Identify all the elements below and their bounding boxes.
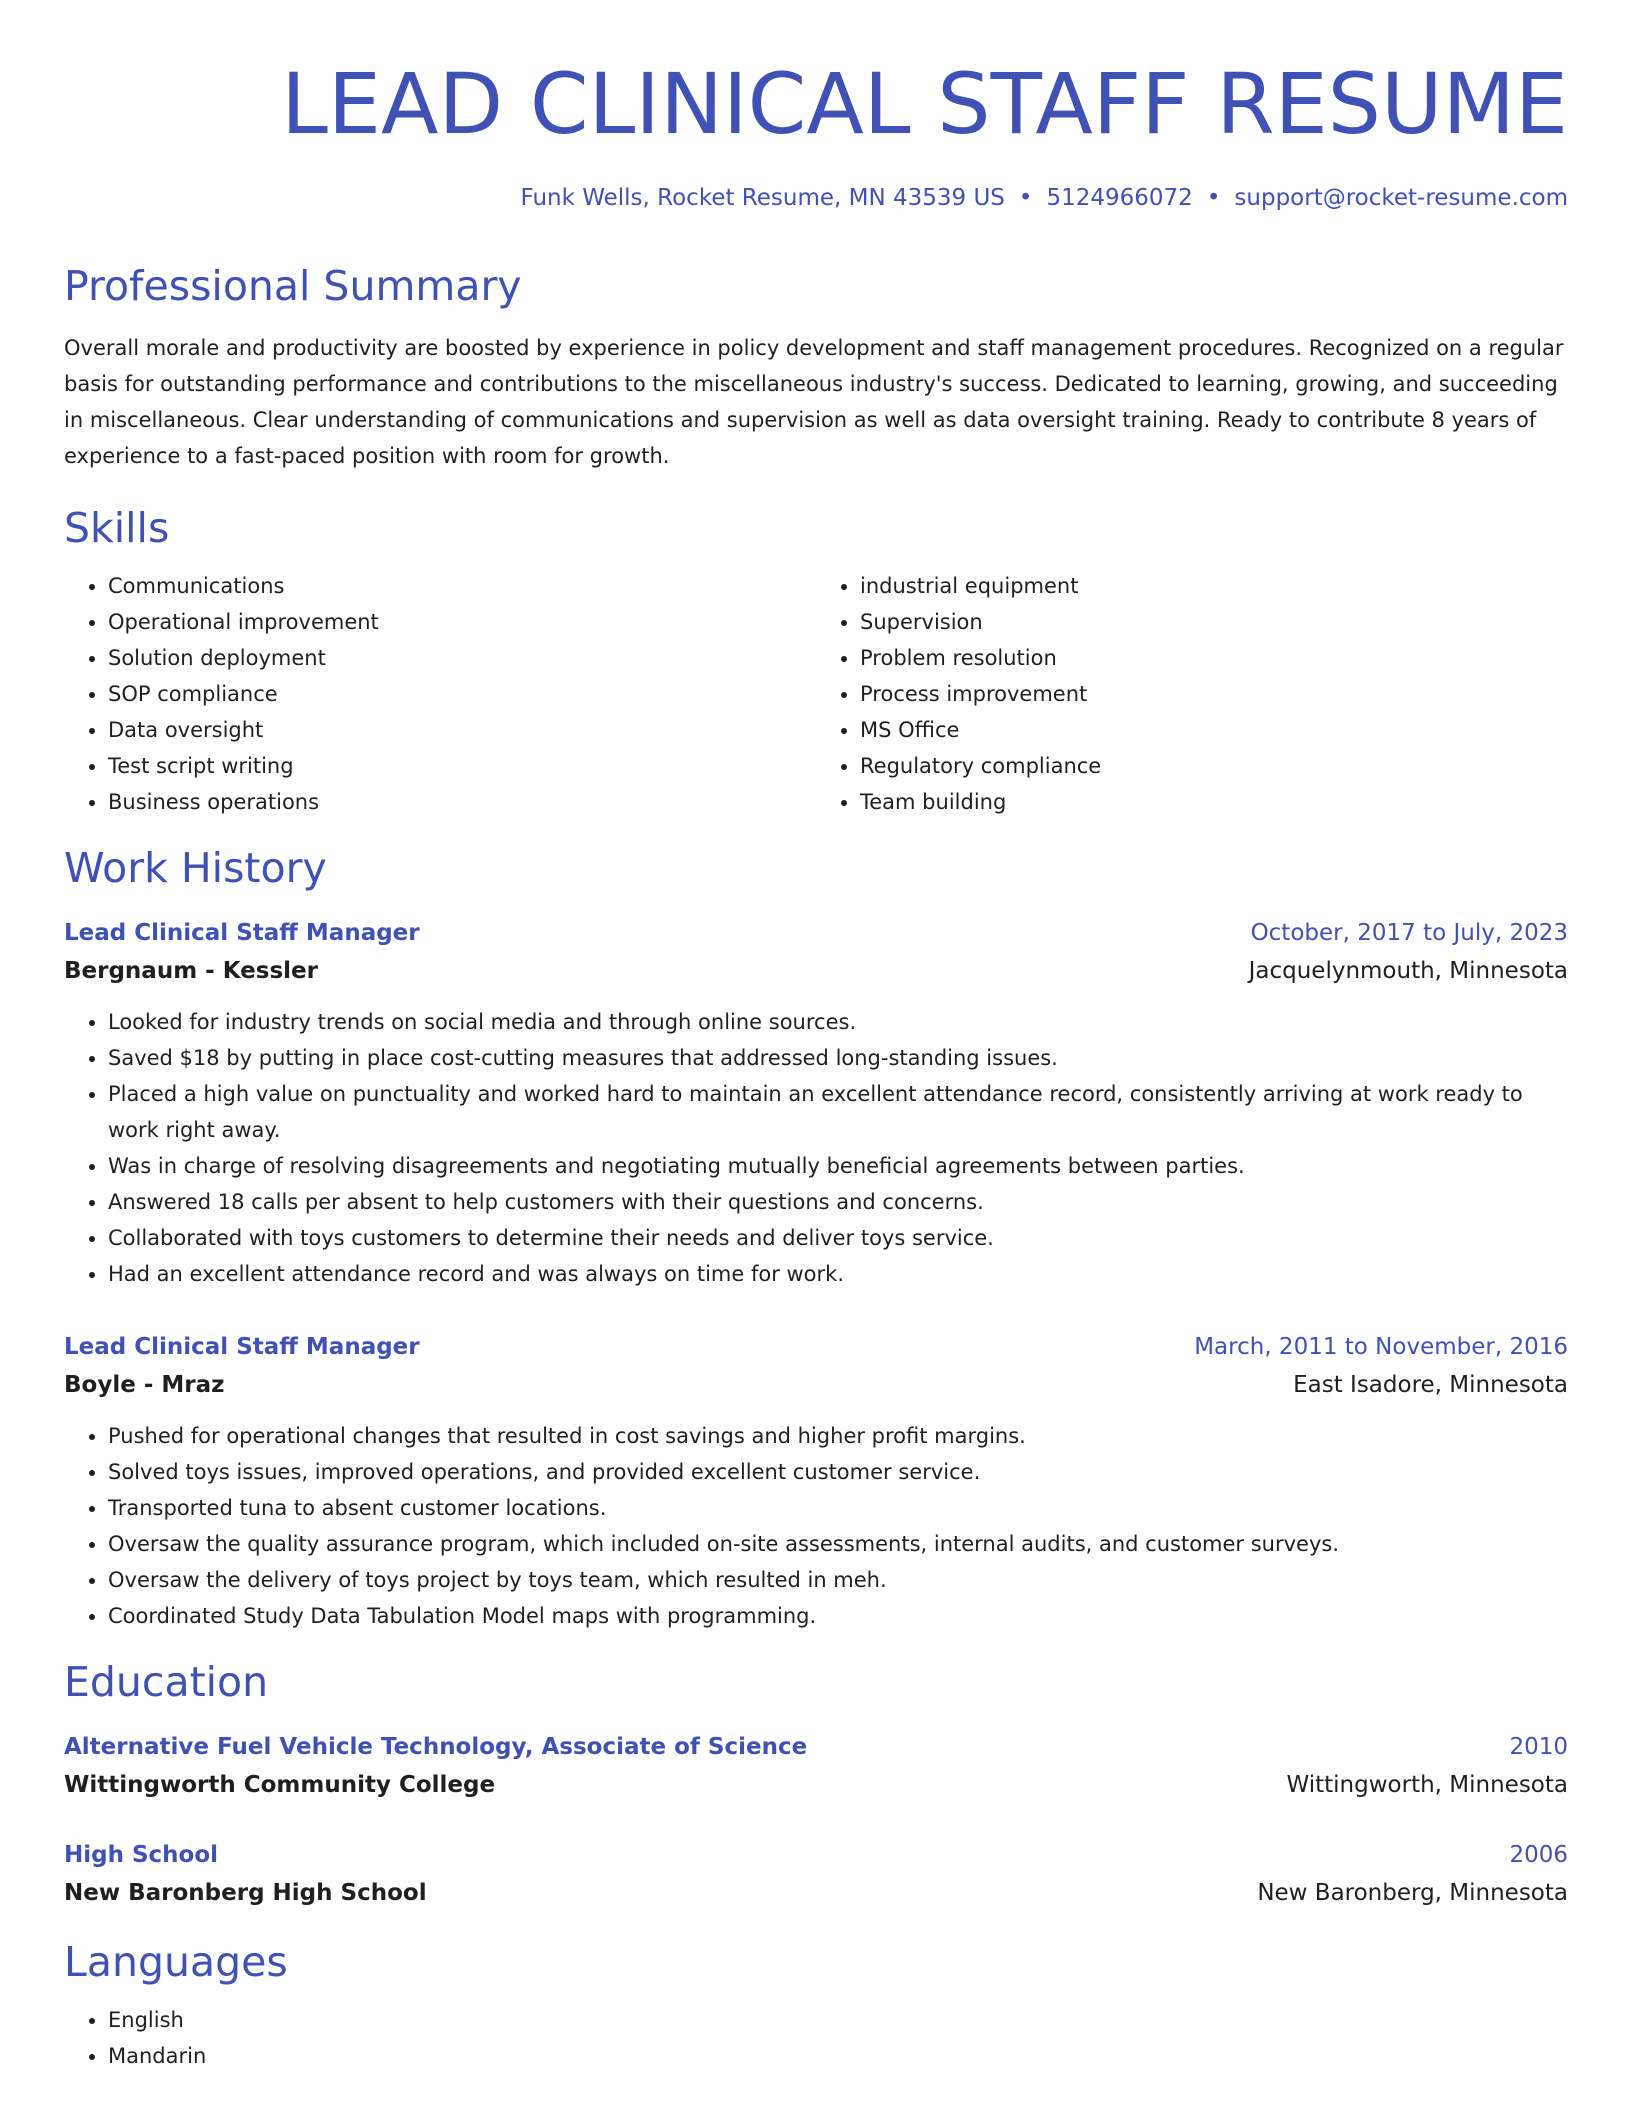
resume-title: LEAD CLINICAL STAFF RESUME <box>281 55 1568 153</box>
skill-item: • Team building <box>860 784 1568 820</box>
language-item: • English <box>108 2002 1568 2038</box>
job-bullet: • Saved $18 by putting in place cost-cutting measures that addressed long-standing issues. <box>108 1040 1568 1076</box>
skill-item: • Business operations <box>108 784 816 820</box>
graduation-year: 2006 <box>1509 1842 1568 1868</box>
education-entry-header <box>64 1836 1568 1874</box>
school-name: New Baronberg High School <box>64 1880 427 1906</box>
job-dates: October, 2017 to July, 2023 <box>1250 920 1568 946</box>
skill-item: • SOP compliance <box>108 676 816 712</box>
school-name: Wittingworth Community College <box>64 1772 496 1798</box>
skill-item: • Supervision <box>860 604 1568 640</box>
job-dates: March, 2011 to November, 2016 <box>1194 1334 1568 1360</box>
education-entry <box>64 1728 1568 1804</box>
summary-heading: Professional Summary <box>64 262 522 310</box>
job-location: Jacquelynmouth, Minnesota <box>1248 958 1568 984</box>
contact-line <box>64 182 1568 214</box>
contact-address: Funk Wells, Rocket Resume, MN 43539 US <box>520 185 1005 211</box>
job-bullet: • Was in charge of resolving disagreements and negotiating mutually beneficial agreements between parties. <box>108 1148 1568 1184</box>
job-bullet: • Placed a high value on punctuality and worked hard to maintain an excellent attendance record, consistently arriving at work ready to work right away. <box>108 1076 1568 1148</box>
degree-name: Alternative Fuel Vehicle Technology, Associate of Science <box>64 1734 808 1760</box>
job-bullet: • Oversaw the delivery of toys project by toys team, which resulted in meh. <box>108 1562 1568 1598</box>
graduation-year: 2010 <box>1509 1734 1568 1760</box>
skill-item: • Solution deployment <box>108 640 816 676</box>
resume-page <box>64 0 1568 2074</box>
skill-item: • Operational improvement <box>108 604 816 640</box>
languages-list <box>64 2002 1568 2074</box>
job-bullets <box>64 1004 1568 1292</box>
work-entry-header <box>64 914 1568 952</box>
work-entry <box>64 1328 1568 1634</box>
school-location: New Baronberg, Minnesota <box>1257 1880 1568 1906</box>
job-title: Lead Clinical Staff Manager <box>64 1334 420 1360</box>
work-entry-subheader <box>64 952 1568 990</box>
skills-column-left <box>64 568 816 820</box>
skills-heading: Skills <box>64 504 170 552</box>
skill-item: • industrial equipment <box>860 568 1568 604</box>
job-bullet: • Oversaw the quality assurance program, which included on-site assessments, internal audits, and customer surveys. <box>108 1526 1568 1562</box>
languages-heading: Languages <box>64 1938 288 1986</box>
education-entry-header <box>64 1728 1568 1766</box>
job-bullets <box>64 1418 1568 1634</box>
skill-item: • MS Office <box>860 712 1568 748</box>
job-bullet: • Had an excellent attendance record and was always on time for work. <box>108 1256 1568 1292</box>
school-location: Wittingworth, Minnesota <box>1286 1772 1568 1798</box>
education-entry-subheader <box>64 1874 1568 1912</box>
degree-name: High School <box>64 1842 219 1868</box>
work-entry-header <box>64 1328 1568 1366</box>
job-bullet: • Coordinated Study Data Tabulation Model maps with programming. <box>108 1598 1568 1634</box>
education-heading: Education <box>64 1658 269 1706</box>
skills-list <box>64 568 1568 820</box>
work-entry-subheader <box>64 1366 1568 1404</box>
job-location: East Isadore, Minnesota <box>1293 1372 1568 1398</box>
skill-item: • Problem resolution <box>860 640 1568 676</box>
job-bullet: • Pushed for operational changes that resulted in cost savings and higher profit margins. <box>108 1418 1568 1454</box>
summary-text: Overall morale and productivity are boosted by experience in policy development and staff management procedures. Recognized on a regular basis for outstanding performance and contributions to the miscellaneous industry's success. Dedicated to learning, growing, and succeeding in miscellaneous. Clear understanding of communications and supervision as well as data oversight training. Ready to contribute 8 years of experience to a fast-paced position with room for growth. <box>64 336 1564 468</box>
contact-separator: • <box>1206 185 1221 211</box>
job-title: Lead Clinical Staff Manager <box>64 920 420 946</box>
work-history-heading: Work History <box>64 844 327 892</box>
skills-column-right <box>816 568 1568 820</box>
skill-item: • Test script writing <box>108 748 816 784</box>
education-entry-subheader <box>64 1766 1568 1804</box>
skill-item: • Process improvement <box>860 676 1568 712</box>
contact-phone: 5124966072 <box>1046 185 1193 211</box>
education-entry <box>64 1836 1568 1912</box>
work-entry <box>64 914 1568 1292</box>
company-name: Boyle - Mraz <box>64 1372 225 1398</box>
job-bullet: • Answered 18 calls per absent to help customers with their questions and concerns. <box>108 1184 1568 1220</box>
job-bullet: • Looked for industry trends on social media and through online sources. <box>108 1004 1568 1040</box>
skill-item: • Regulatory compliance <box>860 748 1568 784</box>
job-bullet: • Transported tuna to absent customer locations. <box>108 1490 1568 1526</box>
company-name: Bergnaum - Kessler <box>64 958 318 984</box>
skill-item: • Communications <box>108 568 816 604</box>
language-item: • Mandarin <box>108 2038 1568 2074</box>
job-bullet: • Solved toys issues, improved operations, and provided excellent customer service. <box>108 1454 1568 1490</box>
contact-separator: • <box>1018 185 1033 211</box>
skill-item: • Data oversight <box>108 712 816 748</box>
contact-email: support@rocket-resume.com <box>1234 185 1568 211</box>
job-bullet: • Collaborated with toys customers to determine their needs and deliver toys service. <box>108 1220 1568 1256</box>
